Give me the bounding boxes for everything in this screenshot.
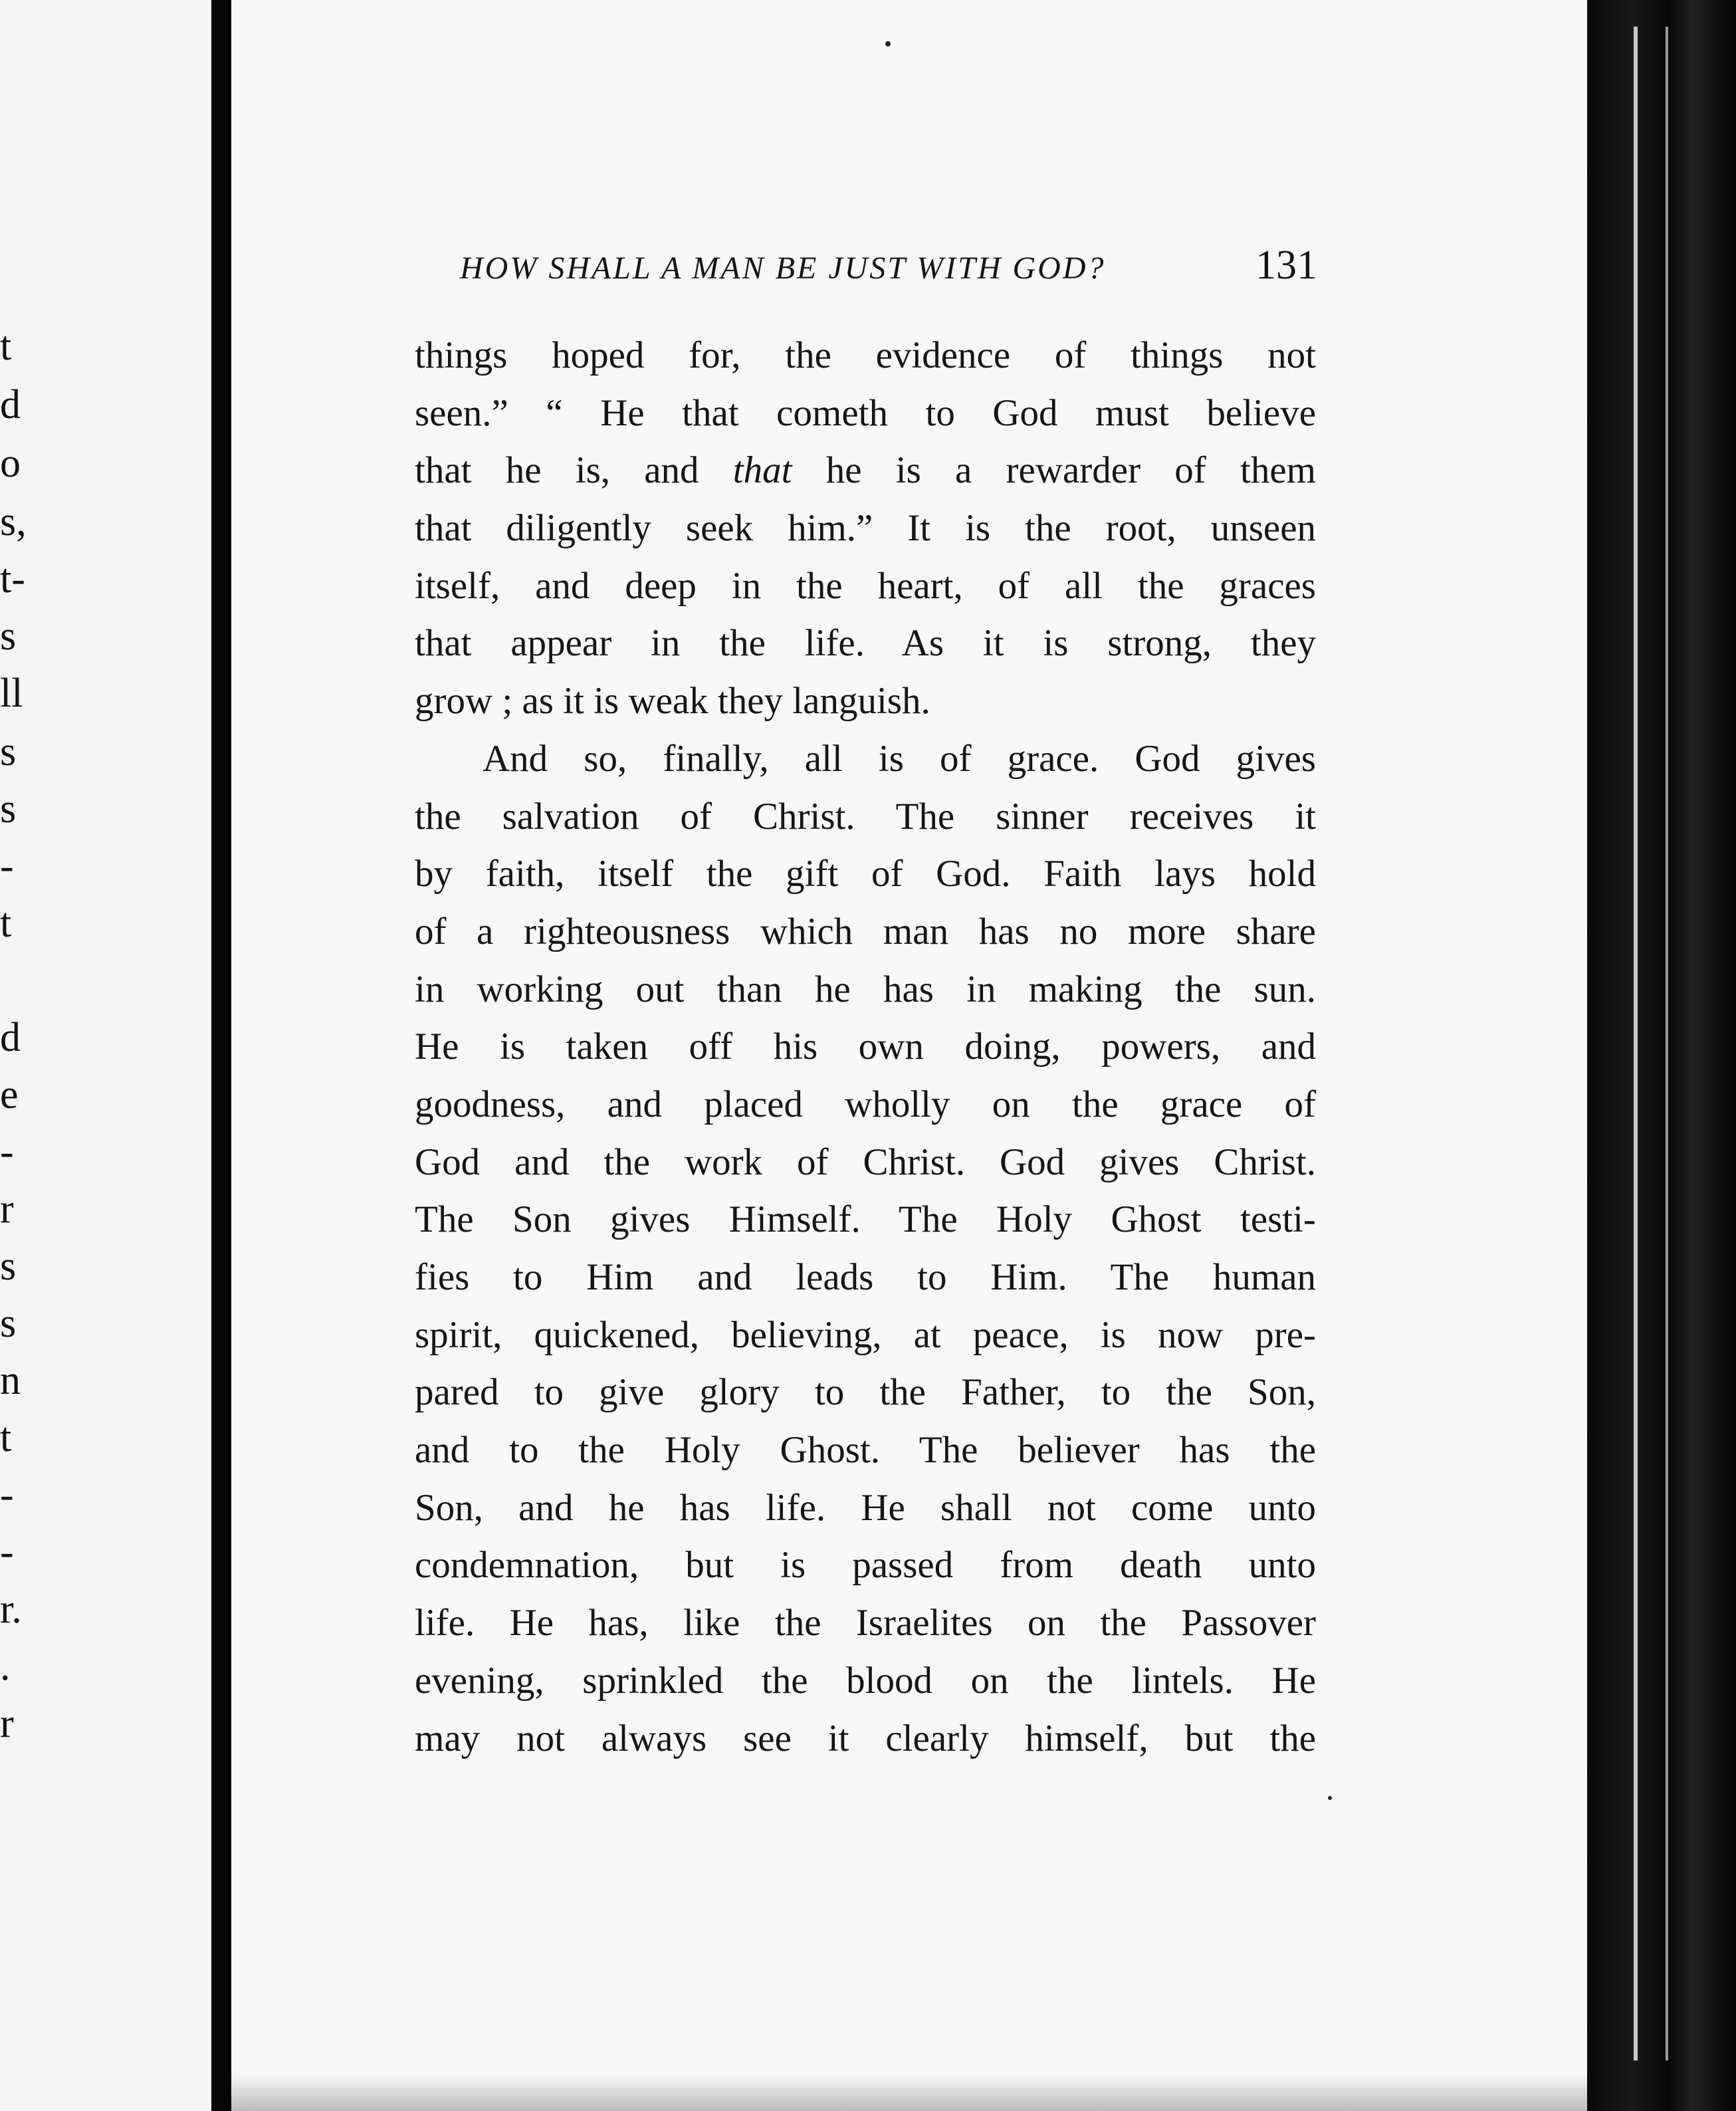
text-line-start: that he is, and [415, 449, 733, 492]
text-line: the salvation of Christ. The sinner receives it [415, 795, 1316, 837]
paragraph-end-line: grow ; as it is weak they languish. [415, 680, 930, 722]
text-line: life. He has, like the Israelites on the Passover [415, 1602, 1316, 1644]
left-page-fragment: d [0, 382, 21, 427]
page-edge-line [1634, 27, 1638, 2060]
left-page-fragment: s [0, 786, 17, 832]
left-page-fragment: r. [0, 1587, 22, 1632]
text-line: may not always see it clearly himself, but the [415, 1717, 1316, 1759]
page-bottom-shadow [231, 2074, 1587, 2111]
left-page-fragment: . [0, 1644, 11, 1689]
left-page-edge [0, 0, 211, 2111]
left-page-fragment: - [0, 843, 14, 889]
text-line: and to the Holy Ghost. The believer has the [415, 1429, 1316, 1472]
right-page-edges [1587, 0, 1736, 2111]
left-page-fragment: e [0, 1072, 19, 1117]
text-line: that diligently seek him.” It is the root, unseen [415, 507, 1316, 550]
text-line: things hoped for, the evidence of things not [415, 334, 1316, 376]
body-text [415, 327, 1316, 1767]
text-line: God and the work of Christ. God gives Christ. [415, 1141, 1316, 1183]
text-line: He is taken off his own doing, powers, and [415, 1026, 1316, 1068]
left-page-fragment: d [0, 1015, 21, 1060]
text-line: by faith, itself the gift of God. Faith lays hold [415, 853, 1316, 895]
left-page-fragment: ll [0, 671, 23, 716]
left-page-fragment: r [0, 1701, 14, 1746]
text-line [415, 442, 1316, 500]
left-page-fragment: n [0, 1358, 21, 1403]
left-page-fragment: r [0, 1186, 14, 1232]
italic-emphasis: that [732, 449, 792, 492]
page-header [460, 242, 1317, 302]
text-line: seen.” “ He that cometh to God must believe [415, 391, 1316, 434]
text-line: of a righteousness which man has no more share [415, 910, 1316, 952]
left-page-fragment: t [0, 901, 12, 946]
text-line: The Son gives Himself. The Holy Ghost testi- [415, 1198, 1316, 1241]
text-line: spirit, quickened, believing, at peace, is now pre- [415, 1313, 1316, 1356]
left-page-fragment: t [0, 324, 12, 369]
ink-speck [1328, 1796, 1332, 1800]
left-page-fragment: t [0, 1415, 12, 1460]
running-head: HOW SHALL A MAN BE JUST WITH GOD? [460, 251, 1106, 286]
paragraph-start-line: And so, finally, all is of grace. God gives [483, 737, 1316, 780]
text-line: condemnation, but is passed from death unto [415, 1544, 1316, 1587]
left-page-fragment: - [0, 1529, 14, 1575]
text-line: goodness, and placed wholly on the grace of [415, 1083, 1316, 1125]
page-number: 131 [1255, 243, 1317, 288]
text-line: in working out than he has in making the sun. [415, 968, 1316, 1010]
text-line: pared to give glory to the Father, to the Son, [415, 1371, 1316, 1414]
text-line: that appear in the life. As it is strong, they [415, 622, 1316, 665]
left-page-fragment: - [0, 1472, 14, 1517]
text-line-end: he is a rewarder of them [792, 449, 1316, 492]
left-page-fragment: o [0, 441, 21, 486]
left-page-fragment: s [0, 613, 17, 659]
left-page-fragment: s [0, 729, 17, 774]
page-edge-line [1666, 27, 1668, 2060]
text-line: Son, and he has life. He shall not come unto [415, 1486, 1316, 1529]
left-page-fragment: s, [0, 499, 27, 544]
left-page-fragment: s [0, 1301, 17, 1346]
text-line: evening, sprinkled the blood on the lintels. He [415, 1659, 1316, 1702]
left-page-fragment: s [0, 1244, 17, 1289]
left-page-fragment: - [0, 1129, 14, 1174]
text-line: fies to Him and leads to Him. The human [415, 1256, 1316, 1298]
text-line: itself, and deep in the heart, of all the graces [415, 564, 1316, 607]
ink-speck [885, 41, 891, 47]
left-page-fragment: t- [0, 556, 25, 602]
book-gutter [211, 0, 231, 2111]
